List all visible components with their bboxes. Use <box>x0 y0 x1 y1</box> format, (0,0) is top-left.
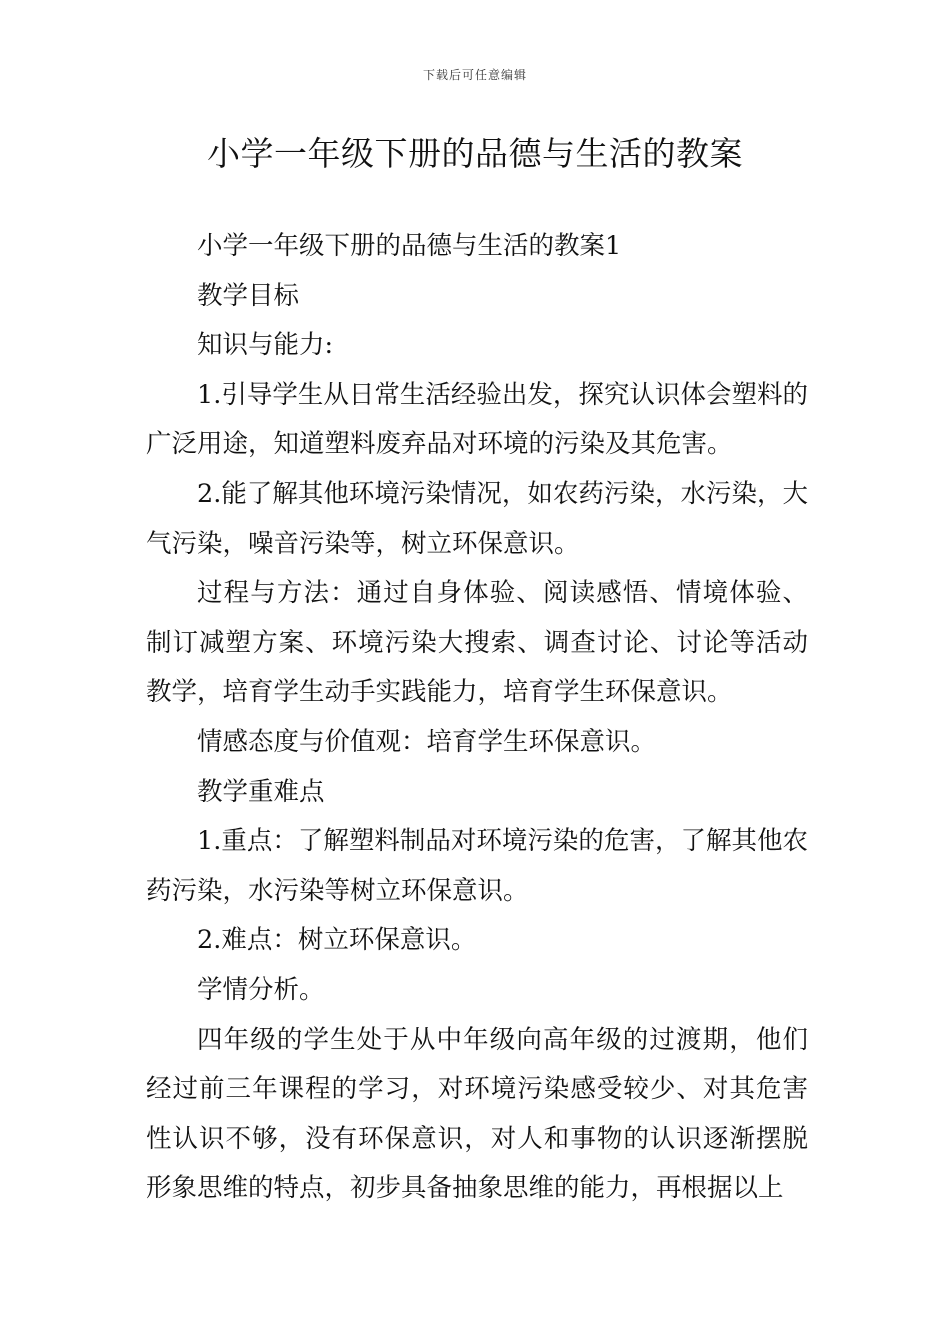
paragraph: 过程与方法：通过自身体验、阅读感悟、情境体验、制订减塑方案、环境污染大搜索、调查讨论、讨论等活动教学，培育学生动手实践能力，培育学生环保意识。 <box>146 578 808 708</box>
document-title: 小学一年级下册的品德与生活的教案 <box>207 134 743 173</box>
paragraph: 情感态度与价值观：培育学生环保意识。 <box>197 726 657 757</box>
document-body <box>146 222 808 1214</box>
subheading-student-analysis: 学情分析。 <box>197 974 325 1005</box>
paragraph: 四年级的学生处于从中年级向高年级的过渡期，他们经过前三年课程的学习，对环境污染感受较少、对其危害性认识不够，没有环保意识，对人和事物的认识逐渐摆脱形象思维的特点，初步具备抽象思维的能力，再根据以上 <box>146 1024 808 1204</box>
subheading-teaching-goals: 教学目标 <box>197 280 300 311</box>
section-heading: 小学一年级下册的品德与生活的教案1 <box>197 231 622 261</box>
header-note: 下载后可任意编辑 <box>422 68 527 82</box>
subheading-knowledge-ability: 知识与能力: <box>197 330 334 361</box>
paragraph: 1.引导学生从日常生活经验出发，探究认识体会塑料的广泛用途，知道塑料废弃品对环境的污染及其危害。 <box>146 379 808 460</box>
paragraph: 2.难点：树立环保意识。 <box>197 925 477 956</box>
paragraph: 1.重点：了解塑料制品对环境污染的危害，了解其他农药污染，水污染等树立环保意识。 <box>146 826 808 906</box>
paragraph: 2.能了解其他环境污染情况，如农药污染，水污染，大气污染，噪音污染等，树立环保意识。 <box>146 478 808 559</box>
subheading-key-points: 教学重难点 <box>197 776 325 807</box>
